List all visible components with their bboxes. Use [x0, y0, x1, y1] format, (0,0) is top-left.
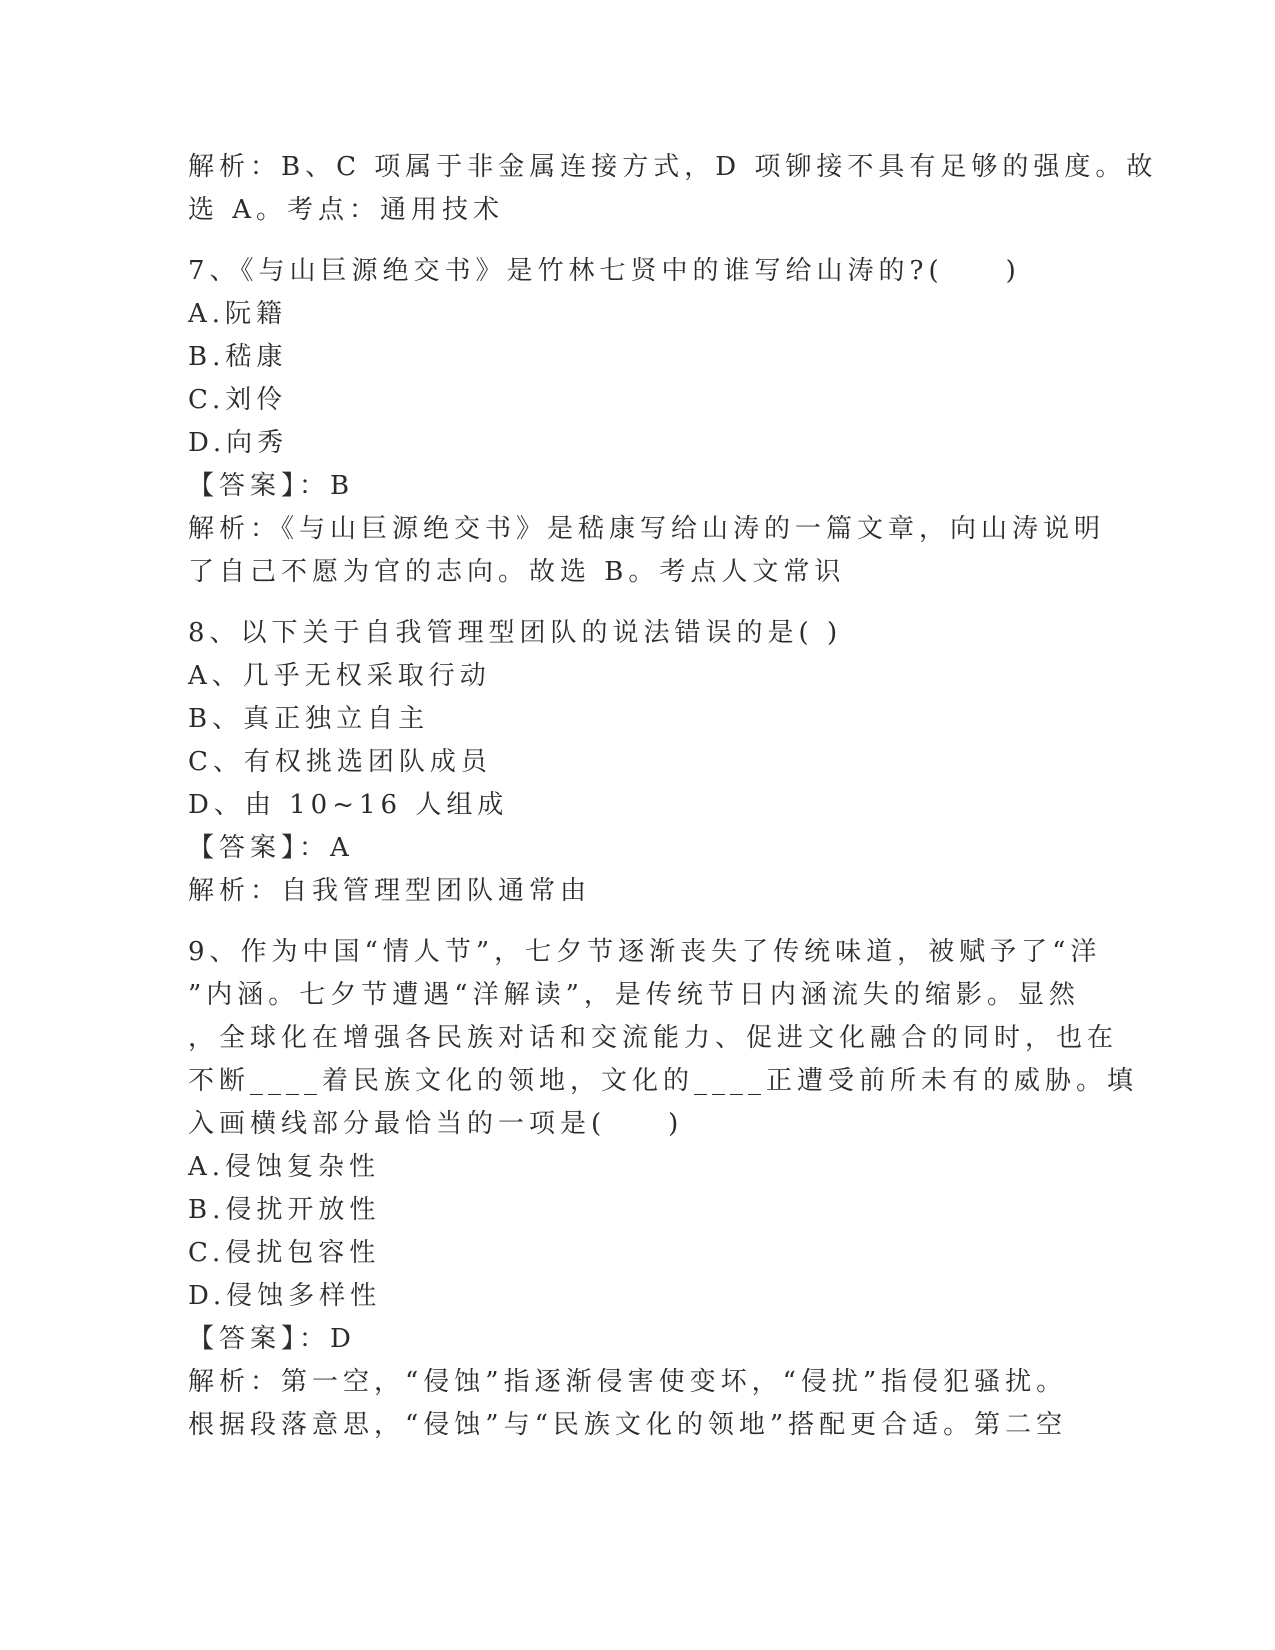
analysis-line: 解析：《与山巨源绝交书》是嵇康写给山涛的一篇文章，向山涛说明 — [188, 514, 1106, 544]
option-b: B.侵扰开放性 — [188, 1195, 381, 1225]
question-text: 7、《与山巨源绝交书》是竹林七贤中的谁写给山涛的?( ) — [188, 256, 1021, 286]
option-c: C、有权挑选团队成员 — [188, 747, 492, 777]
analysis-line: 解析：自我管理型团队通常由 — [188, 876, 592, 906]
document-page — [188, 146, 1158, 1447]
question-6-analysis — [188, 146, 1158, 232]
question-text: 8、以下关于自我管理型团队的说法错误的是( ) — [188, 618, 843, 648]
option-d: D、由 10~16 人组成 — [188, 790, 509, 820]
answer: 【答案】：D — [188, 1324, 356, 1354]
question-9 — [188, 931, 1139, 1447]
answer: 【答案】：A — [188, 833, 354, 863]
question-7 — [188, 250, 1106, 594]
option-c: C.刘伶 — [188, 385, 288, 415]
question-text: ，全球化在增强各民族对话和交流能力、促进文化融合的同时，也在 — [188, 1023, 1119, 1053]
option-d: D.侵蚀多样性 — [188, 1281, 382, 1311]
analysis-line: 根据段落意思，“侵蚀”与“民族文化的领地”搭配更合适。第二空 — [188, 1410, 1068, 1440]
analysis-line: 选 A。考点：通用技术 — [188, 195, 505, 225]
option-c: C.侵扰包容性 — [188, 1238, 381, 1268]
option-a: A.侵蚀复杂性 — [188, 1152, 381, 1182]
question-text: 入画横线部分最恰当的一项是( ) — [188, 1109, 684, 1139]
analysis-line: 解析：第一空，“侵蚀”指逐渐侵害使变坏，“侵扰”指侵犯骚扰。 — [188, 1367, 1068, 1397]
question-8 — [188, 612, 1088, 913]
question-text: ”内涵。七夕节遭遇“洋解读”，是传统节日内涵流失的缩影。显然 — [188, 980, 1080, 1010]
question-text: 9、作为中国“情人节”，七夕节逐渐丧失了传统味道，被赋予了“洋 — [188, 937, 1102, 967]
option-b: B.嵇康 — [188, 342, 288, 372]
option-a: A.阮籍 — [188, 299, 288, 329]
analysis-line: 解析：B、C 项属于非金属连接方式，D 项铆接不具有足够的强度。故 — [188, 152, 1158, 182]
answer: 【答案】：B — [188, 471, 355, 501]
question-text: 不断____着民族文化的领地，文化的____正遭受前所未有的威胁。填 — [188, 1066, 1139, 1096]
option-b: B、真正独立自主 — [188, 704, 430, 734]
option-d: D.向秀 — [188, 428, 289, 458]
option-a: A、几乎无权采取行动 — [188, 661, 491, 691]
analysis-line: 了自己不愿为官的志向。故选 B。考点人文常识 — [188, 557, 846, 587]
